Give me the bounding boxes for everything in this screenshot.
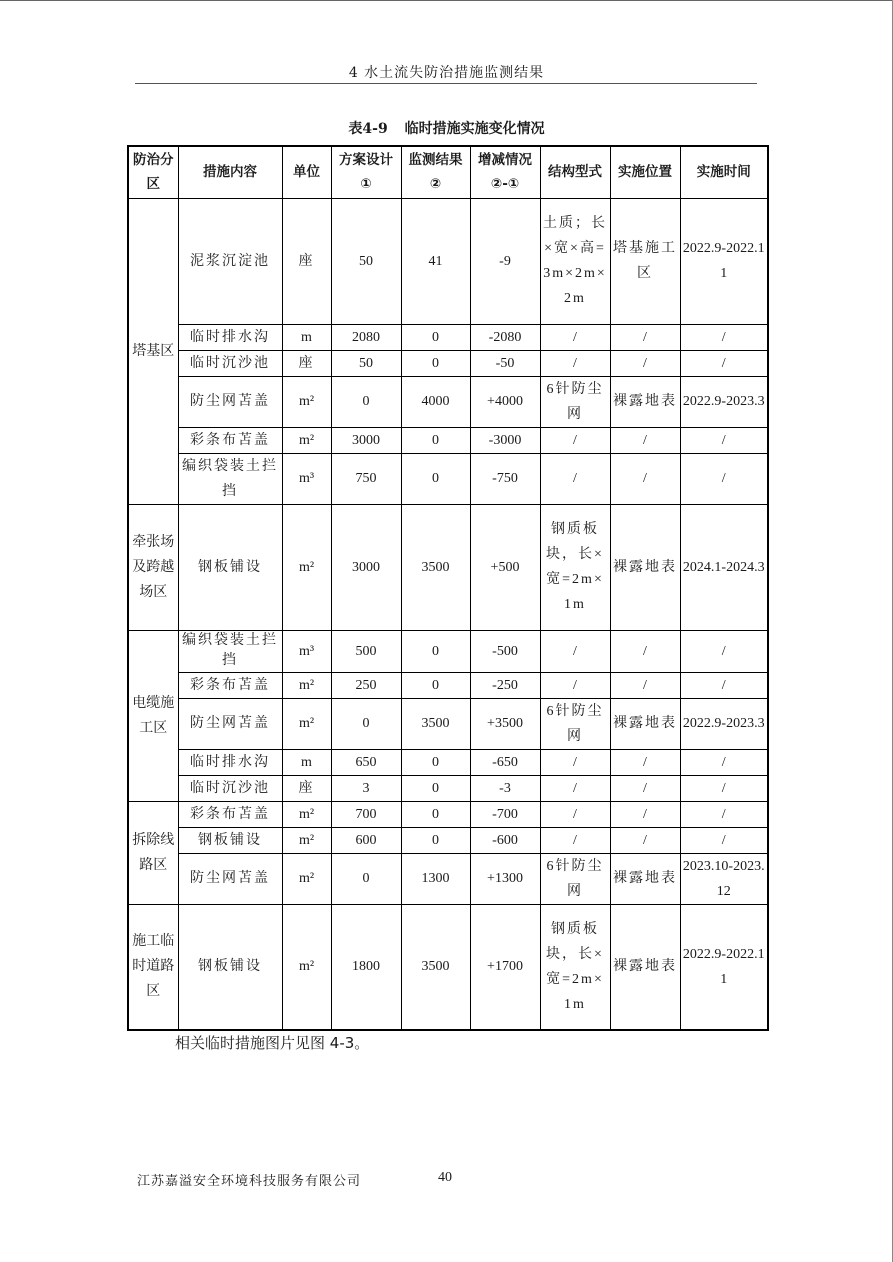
planned-cell: 0 [331,853,401,904]
unit-cell: m² [282,672,331,698]
planned-cell: 600 [331,827,401,853]
location-cell: 裸露地表 [610,853,680,904]
table-row [128,827,768,853]
table-row [128,749,768,775]
monitored-cell: 3500 [401,904,470,1030]
table-row [128,427,768,453]
table-row [128,324,768,350]
unit-cell: m² [282,427,331,453]
header-cell: 单位 [282,146,331,198]
figure-reference-note: 相关临时措施图片见图 4-3。 [175,1034,370,1052]
structure-cell: / [540,827,610,853]
header-cell: 监测结果② [401,146,470,198]
table-number: 表4-9 [348,121,388,137]
measure-cell: 临时沉沙池 [178,350,282,376]
change-cell: -3000 [470,427,540,453]
period-cell: / [680,350,768,376]
change-cell: -9 [470,198,540,324]
measure-cell: 防尘网苫盖 [178,853,282,904]
unit-cell: m² [282,698,331,749]
location-cell: / [610,453,680,504]
location-cell: / [610,775,680,801]
unit-cell: m³ [282,453,331,504]
unit-cell: m [282,324,331,350]
planned-cell: 50 [331,198,401,324]
table-row [128,350,768,376]
period-cell: 2022.9-2022.11 [680,198,768,324]
change-cell: -50 [470,350,540,376]
measure-cell: 编织袋装土拦挡 [178,453,282,504]
location-cell: 裸露地表 [610,698,680,749]
planned-cell: 250 [331,672,401,698]
footer-company: 江苏嘉溢安全环境科技服务有限公司 [137,1174,362,1189]
structure-cell: / [540,427,610,453]
header-cell: 增减情况②-① [470,146,540,198]
header-row [128,146,768,198]
monitored-cell: 0 [401,775,470,801]
unit-cell: m² [282,376,331,427]
planned-cell: 50 [331,350,401,376]
structure-cell: / [540,775,610,801]
monitored-cell: 3500 [401,698,470,749]
table-row [128,904,768,1030]
unit-cell: m² [282,801,331,827]
unit-cell: m² [282,827,331,853]
structure-cell: / [540,630,610,672]
change-cell: -500 [470,630,540,672]
table-caption [0,118,893,138]
planned-cell: 500 [331,630,401,672]
monitored-cell: 0 [401,801,470,827]
measure-cell: 编织袋装土拦挡 [178,630,282,672]
unit-cell: m³ [282,630,331,672]
monitored-cell: 0 [401,630,470,672]
planned-cell: 0 [331,698,401,749]
monitored-cell: 0 [401,453,470,504]
measure-cell: 钢板铺设 [178,827,282,853]
period-cell: / [680,827,768,853]
table-row [128,853,768,904]
measure-cell: 临时排水沟 [178,324,282,350]
planned-cell: 700 [331,801,401,827]
zone-cell: 塔基区 [128,198,178,504]
unit-cell: 座 [282,350,331,376]
unit-cell: 座 [282,775,331,801]
change-cell: -2080 [470,324,540,350]
measure-cell: 泥浆沉淀池 [178,198,282,324]
monitored-cell: 0 [401,324,470,350]
change-cell: +4000 [470,376,540,427]
measure-cell: 钢板铺设 [178,504,282,630]
monitored-cell: 0 [401,672,470,698]
change-cell: +1700 [470,904,540,1030]
measure-cell: 临时排水沟 [178,749,282,775]
header-cell: 措施内容 [178,146,282,198]
zone-cell: 施工临时道路区 [128,904,178,1030]
unit-cell: m² [282,904,331,1030]
structure-cell: / [540,350,610,376]
period-cell: / [680,672,768,698]
location-cell: 裸露地表 [610,504,680,630]
structure-cell: / [540,453,610,504]
measure-cell: 钢板铺设 [178,904,282,1030]
measures-table [127,145,769,1031]
monitored-cell: 3500 [401,504,470,630]
zone-cell: 拆除线路区 [128,801,178,904]
period-cell: 2023.10-2023.12 [680,853,768,904]
planned-cell: 2080 [331,324,401,350]
table-row [128,376,768,427]
location-cell: / [610,427,680,453]
monitored-cell: 0 [401,350,470,376]
table-row [128,504,768,630]
page-top-border [0,0,893,1]
page-number: 40 [438,1170,452,1185]
table-row [128,672,768,698]
change-cell: -750 [470,453,540,504]
location-cell: 塔基施工区 [610,198,680,324]
measure-cell: 彩条布苫盖 [178,801,282,827]
period-cell: / [680,324,768,350]
structure-cell: 钢质板块，长×宽=2m×1m [540,504,610,630]
period-cell: 2022.9-2022.11 [680,904,768,1030]
table-row [128,775,768,801]
change-cell: +3500 [470,698,540,749]
planned-cell: 3000 [331,427,401,453]
period-cell: / [680,453,768,504]
period-cell: / [680,749,768,775]
monitored-cell: 0 [401,427,470,453]
table-row [128,630,768,672]
period-cell: / [680,630,768,672]
planned-cell: 3 [331,775,401,801]
unit-cell: 座 [282,198,331,324]
unit-cell: m² [282,853,331,904]
header-cell: 实施位置 [610,146,680,198]
measure-cell: 防尘网苫盖 [178,376,282,427]
header-rule [135,83,757,84]
structure-cell: 6针防尘网 [540,376,610,427]
header-cell: 实施时间 [680,146,768,198]
location-cell: 裸露地表 [610,904,680,1030]
period-cell: / [680,801,768,827]
measure-cell: 彩条布苫盖 [178,672,282,698]
location-cell: / [610,672,680,698]
change-cell: -700 [470,801,540,827]
planned-cell: 1800 [331,904,401,1030]
monitored-cell: 4000 [401,376,470,427]
structure-cell: 土质；长×宽×高=3m×2m×2m [540,198,610,324]
location-cell: / [610,350,680,376]
measure-cell: 临时沉沙池 [178,775,282,801]
structure-cell: / [540,749,610,775]
header-cell: 结构型式 [540,146,610,198]
zone-cell: 牵张场及跨越场区 [128,504,178,630]
change-cell: -600 [470,827,540,853]
location-cell: / [610,324,680,350]
table-row [128,801,768,827]
location-cell: / [610,801,680,827]
planned-cell: 3000 [331,504,401,630]
period-cell: 2022.9-2023.3 [680,376,768,427]
monitored-cell: 0 [401,827,470,853]
table-row [128,453,768,504]
structure-cell: 6针防尘网 [540,698,610,749]
planned-cell: 750 [331,453,401,504]
measure-cell: 防尘网苫盖 [178,698,282,749]
change-cell: -250 [470,672,540,698]
location-cell: 裸露地表 [610,376,680,427]
unit-cell: m [282,749,331,775]
monitored-cell: 1300 [401,853,470,904]
planned-cell: 650 [331,749,401,775]
planned-cell: 0 [331,376,401,427]
structure-cell: 钢质板块，长×宽=2m×1m [540,904,610,1030]
structure-cell: / [540,672,610,698]
change-cell: +1300 [470,853,540,904]
unit-cell: m² [282,504,331,630]
change-cell: -3 [470,775,540,801]
structure-cell: / [540,324,610,350]
period-cell: / [680,775,768,801]
monitored-cell: 41 [401,198,470,324]
header-cell: 方案设计① [331,146,401,198]
period-cell: / [680,427,768,453]
running-header: 4 水土流失防治措施监测结果 [348,65,545,81]
zone-cell: 电缆施工区 [128,630,178,801]
measure-cell: 彩条布苫盖 [178,427,282,453]
period-cell: 2024.1-2024.3 [680,504,768,630]
change-cell: +500 [470,504,540,630]
table-row [128,198,768,324]
table-title: 临时措施实施变化情况 [404,121,545,137]
location-cell: / [610,630,680,672]
structure-cell: / [540,801,610,827]
period-cell: 2022.9-2023.3 [680,698,768,749]
structure-cell: 6针防尘网 [540,853,610,904]
header-cell: 防治分区 [128,146,178,198]
monitored-cell: 0 [401,749,470,775]
table-row [128,698,768,749]
location-cell: / [610,749,680,775]
change-cell: -650 [470,749,540,775]
location-cell: / [610,827,680,853]
